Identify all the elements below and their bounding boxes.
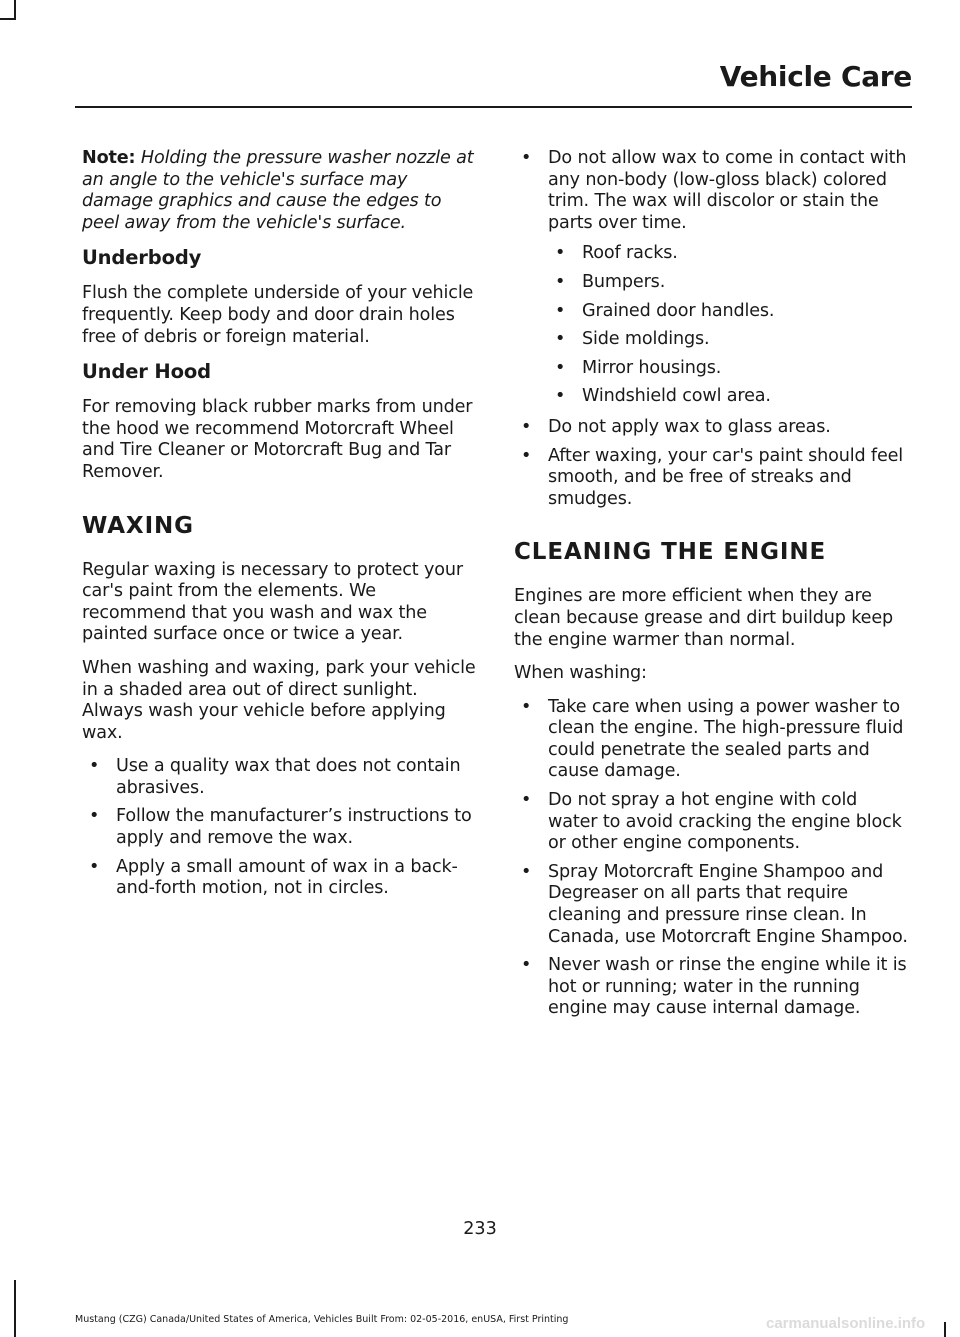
page-number: 233 (463, 1219, 497, 1239)
crop-mark-top-left (14, 0, 16, 18)
list-item: • Windshield cowl area. (548, 386, 909, 408)
underbody-heading: Underbody (82, 246, 202, 270)
crop-mark-bottom-right (944, 1322, 946, 1337)
list-item: • Mirror housings. (548, 358, 909, 380)
left-column (82, 148, 477, 912)
list-item: • After waxing, your car's paint should feel smooth, and be free of streaks and smudges. (514, 446, 909, 511)
list-item: • Do not spray a hot engine with cold water to avoid cracking the engine block or other engine components. (514, 790, 909, 855)
list-item: • Do not apply wax to glass areas. (514, 417, 909, 439)
list-item: • Apply a small amount of wax in a back-and-forth motion, not in circles. (82, 857, 477, 900)
header-rule (75, 106, 912, 108)
note-paragraph (82, 148, 477, 234)
page-header-title: Vehicle Care (719, 60, 912, 93)
waxing-heading: WAXING (82, 512, 194, 539)
crop-mark-top-left-h (0, 18, 16, 20)
engine-heading: CLEANING THE ENGINE (514, 539, 827, 566)
note-label: Note: (82, 148, 136, 168)
right-column (514, 148, 909, 1032)
engine-bullet-list (514, 697, 909, 1020)
note-text: Holding the pressure washer nozzle at an angle to the vehicle's surface may damage graphics and cause the edges to peel away from the vehicle's surface. (82, 148, 474, 233)
list-item: • Bumpers. (548, 272, 909, 294)
engine-paragraph-2: When washing: (514, 663, 647, 684)
underhood-text: For removing black rubber marks from under the hood we recommend Motorcraft Wheel and Tire Cleaner or Motorcraft Bug and Tar Remover. (82, 397, 473, 482)
engine-paragraph-1: Engines are more efficient when they are clean because grease and dirt buildup keep the engine warmer than normal. (514, 586, 894, 650)
waxing-paragraph-2: When washing and waxing, park your vehicle in a shaded area out of direct sunlight. Always wash your vehicle before applying wax. (82, 657, 476, 743)
wax-trim-text: Do not allow wax to come in contact with any non-body (low-gloss black) colored trim. The wax will discolor or stain the parts over time. (548, 148, 907, 233)
wax-trim-list (514, 148, 909, 510)
list-item: • Grained door handles. (548, 301, 909, 323)
list-item: • Take care when using a power washer to clean the engine. The high-pressure fluid could penetrate the sealed parts and cause damage. (514, 697, 909, 783)
trim-sublist (548, 243, 909, 408)
list-item: • Roof racks. (548, 243, 909, 265)
list-item: • Follow the manufacturer’s instructions to apply and remove the wax. (82, 806, 477, 849)
waxing-paragraph-1: Regular waxing is necessary to protect your car's paint from the elements. We recommend that you wash and wax the painted surface once or twice a year. (82, 559, 463, 645)
waxing-bullet-list (82, 756, 477, 900)
list-item: • Use a quality wax that does not contain abrasives. (82, 756, 477, 799)
underhood-heading: Under Hood (82, 360, 211, 384)
watermark-logo (766, 1310, 934, 1334)
list-item: • Spray Motorcraft Engine Shampoo and Degreaser on all parts that require cleaning and pressure rinse clean. In Canada, use Motorcraft Engine Shampoo. (514, 862, 909, 948)
watermark-text: carmanualsonline.info (766, 1315, 926, 1332)
list-item: • Side moldings. (548, 329, 909, 351)
underbody-text: Flush the complete underside of your vehicle frequently. Keep body and door drain holes free of debris or foreign material. (82, 283, 474, 347)
crop-mark-bottom-left (14, 1280, 16, 1337)
list-item: • Never wash or rinse the engine while it is hot or running; water in the running engine may cause internal damage. (514, 955, 909, 1020)
footer-text: Mustang (CZG) Canada/United States of America, Vehicles Built From: 02-05-2016, enUSA, First Printing (75, 1314, 569, 1325)
list-item (514, 148, 909, 408)
